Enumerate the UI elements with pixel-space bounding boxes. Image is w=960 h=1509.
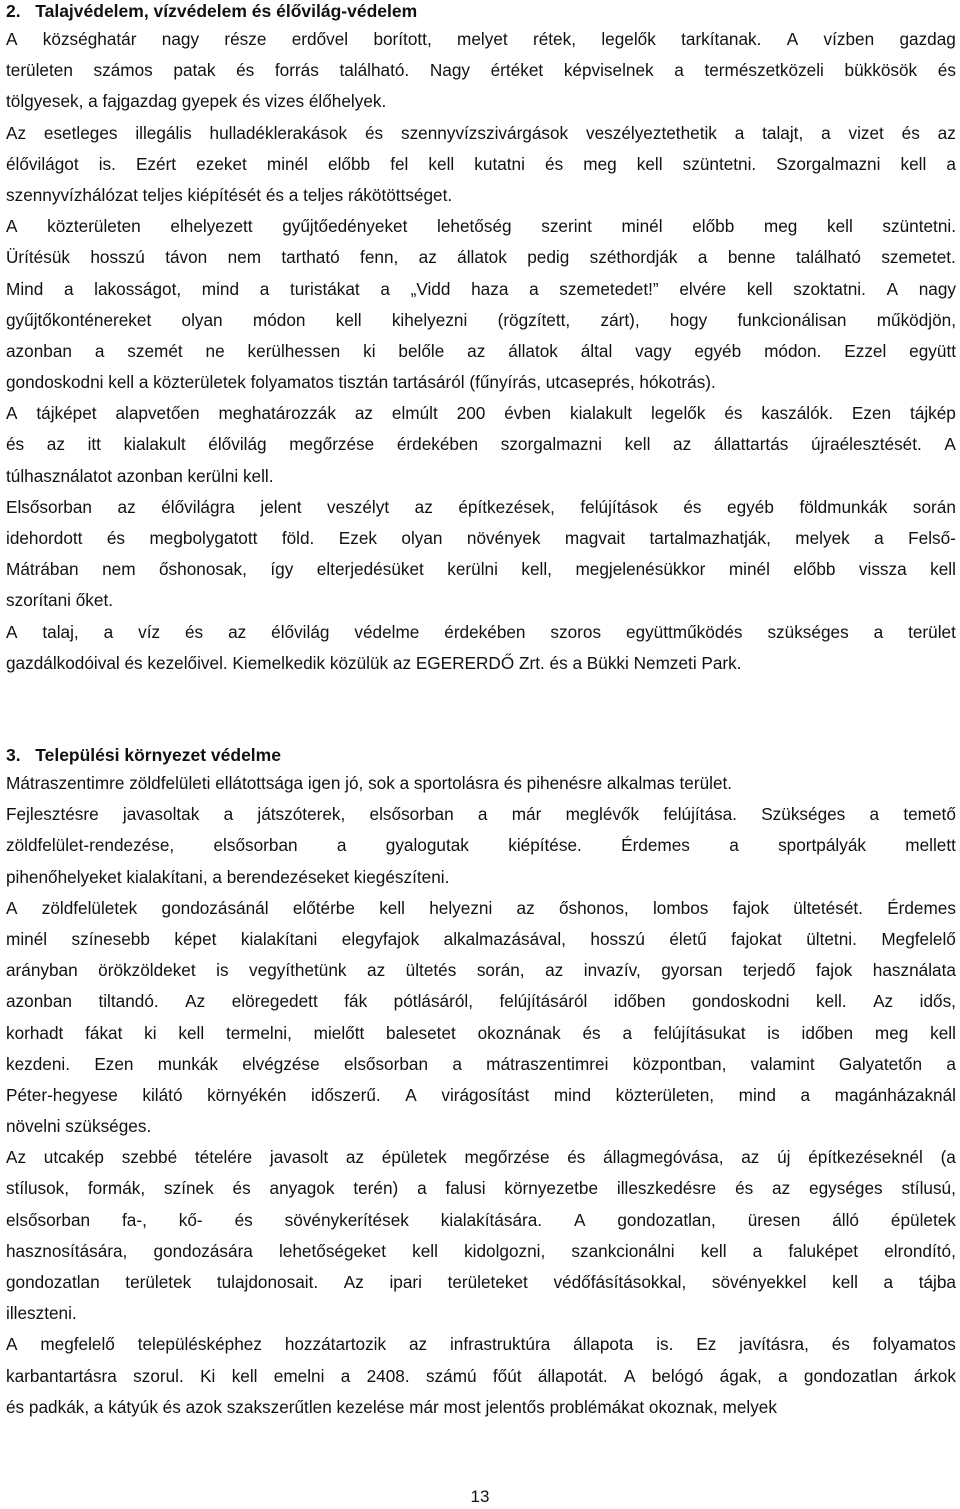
text-line: A községhatár nagy része erdővel borított, melyet rétek, legelők tarkítanak. A vízben gazdag (6, 29, 956, 49)
text-line: Az esetleges illegális hulladéklerakások és szennyvízszivárgások veszélyeztethetik a talajt, a vizet és az (6, 122, 956, 143)
text-line: élővilágot is. Ezért ezeket minél előbb fel kell kutatni és meg kell szüntetni. Szorgalmazni kell a (6, 153, 956, 174)
section-title: Talajvédelem, vízvédelem és élővilág-védelem (35, 1, 418, 21)
text-line: gazdálkodóival és kezelőivel. Kiemelkedik közülük az EGERERDŐ Zrt. és a Bükki Nemzeti Park. (6, 652, 742, 673)
section-body-soil-water-wildlife (6, 24, 956, 679)
text-line: gyűjtőkonténereket olyan módon kell kihelyezni (rögzített, zárt), hogy funkcionálisan működjön, (6, 309, 956, 330)
text-line: zöldfelület-rendezése, elsősorban a gyalogutak kiépítése. Érdemes a sportpályák mellett (6, 835, 956, 856)
text-line: területen számos patak és forrás található. Nagy értéket képviselnek a természetközeli bükkösök és (6, 60, 956, 81)
section-body-settlement-environment (6, 768, 956, 1423)
text-line: idehordott és megbolygatott föld. Ezek olyan növények magvait tartalmazhatják, melyek a Felső- (6, 528, 956, 548)
text-line: Mind a lakosságot, mind a turistákat a „Vidd haza a szemetedet!” elvére kell szoktatni. A nagy (6, 278, 956, 299)
section-heading-soil-water-wildlife (6, 0, 417, 22)
text-line: hasznosítására, gondozására lehetőségeket kell kidolgozni, szankcionálni kell a faluképet elrondító, (6, 1240, 956, 1261)
section-number: 3. (6, 745, 21, 765)
text-line: szennyvízhálózat teljes kiépítését és a teljes rákötöttséget. (6, 184, 453, 205)
text-line: Az utcakép szebbé tételére javasolt az épületek megőrzése és állagmegóvása, az új építkezéseknél (a (6, 1147, 956, 1168)
text-line: gondoskodni kell a közterületek folyamatos tisztán tartásáról (fűnyírás, utcaseprés, hókotrás). (6, 372, 716, 393)
text-line: és az itt kialakult élővilág megőrzése érdekében szorgalmazni kell az állattartás újraélesztését. A (6, 434, 956, 455)
text-line: túlhasználatot azonban kerülni kell. (6, 465, 274, 486)
text-line: pihenőhelyeket kialakítani, a berendezéseket kiegészíteni. (6, 866, 450, 887)
text-line: Ürítésük hosszú távon nem tartható fenn, az állatok pedig széthordják a benne található szemetet. (6, 247, 956, 268)
section-title: Települési környezet védelme (35, 745, 281, 765)
text-line: illeszteni. (6, 1303, 77, 1324)
page-number: 13 (470, 1487, 490, 1506)
text-line: elsősorban fa-, kő- és sövénykerítések kialakítására. A gondozatlan, üresen álló épületek (6, 1209, 956, 1230)
text-line: Péter-hegyese kilátó környékén időszerű. A virágosítást mind közterületen, mind a magánházaknál (6, 1084, 956, 1105)
text-line: Fejlesztésre javasoltak a játszóterek, elsősorban a már meglévők felújítása. Szükséges a temető (6, 804, 956, 825)
text-line: A közterületen elhelyezett gyűjtőedényeket lehetőség szerint minél előbb meg kell szüntetni. (6, 216, 956, 237)
section-number: 2. (6, 1, 21, 21)
text-line: korhadt fákat ki kell termelni, mielőtt balesetet okoznának és a felújításukat is időben meg kell (6, 1022, 956, 1043)
text-line: azonban a szemét ne kerülhessen ki belőle az állatok által vagy egyéb módon. Ezzel együtt (6, 340, 956, 361)
text-line: arányban örökzöldeket is vegyíthetünk az ültetés során, az invazív, gyorsan terjedő fajok használata (6, 960, 956, 981)
text-line: tölgyesek, a fajgazdag gyepek és vizes élőhelyek. (6, 91, 387, 112)
text-line: azonban tiltandó. Az elöregedett fák pótlásáról, felújításáról időben gondoskodni kell. Az idős, (6, 991, 956, 1012)
text-line: stílusok, formák, színek és anyagok terén) a falusi környezetbe illeszkedésre és az egységes stílusú, (6, 1178, 956, 1199)
text-line: A megfelelő településképhez hozzátartozik az infrastruktúra állapota is. Ez javításra, és folyamatos (6, 1334, 956, 1355)
text-line: Mátraszentimre zöldfelületi ellátottsága igen jó, sok a sportolásra és pihenésre alkalmas terület. (6, 773, 733, 793)
text-line: A talaj, a víz és az élővilág védelme érdekében szoros együttműködés szükséges a terület (6, 621, 956, 642)
text-line: és padkák, a kátyúk és azok szakszerűtlen kezelése már most jelentős problémákat okoznak, melyek (6, 1396, 777, 1417)
text-line: A zöldfelületek gondozásánál előtérbe kell helyezni az őshonos, lombos fajok ültetését. Érdemes (6, 897, 956, 918)
text-line: minél színesebb képet kialakítani elegyfajok alkalmazásával, hosszú életű fajokat ültetni. Megfelelő (6, 928, 956, 949)
text-line: gondozatlan területek tulajdonosait. Az ipari területeket védőfásításokkal, sövényekkel kell a tájba (6, 1272, 956, 1292)
text-line: A tájképet alapvetően meghatározzák az elmúlt 200 évben kialakult legelők és kaszálók. Ezen tájkép (6, 403, 956, 424)
text-line: kezdeni. Ezen munkák elvégzése elsősorban a mátraszentimrei központban, valamint Galyatetőn a (6, 1053, 956, 1074)
text-line: növelni szükséges. (6, 1116, 152, 1137)
text-line: Elsősorban az élővilágra jelent veszélyt az építkezések, felújítások és egyéb földmunkák során (6, 496, 956, 517)
text-line: Mátrában nem őshonosak, így elterjedésüket kerülni kell, megjelenésükkor minél előbb vissza kell (6, 559, 956, 580)
section-heading-settlement-environment (6, 744, 281, 766)
text-line: karbantartásra szorul. Ki kell emelni a 2408. számú főút állapotát. A belógó ágak, a gondozatlan árkok (6, 1365, 956, 1386)
text-line: szorítani őket. (6, 590, 113, 611)
